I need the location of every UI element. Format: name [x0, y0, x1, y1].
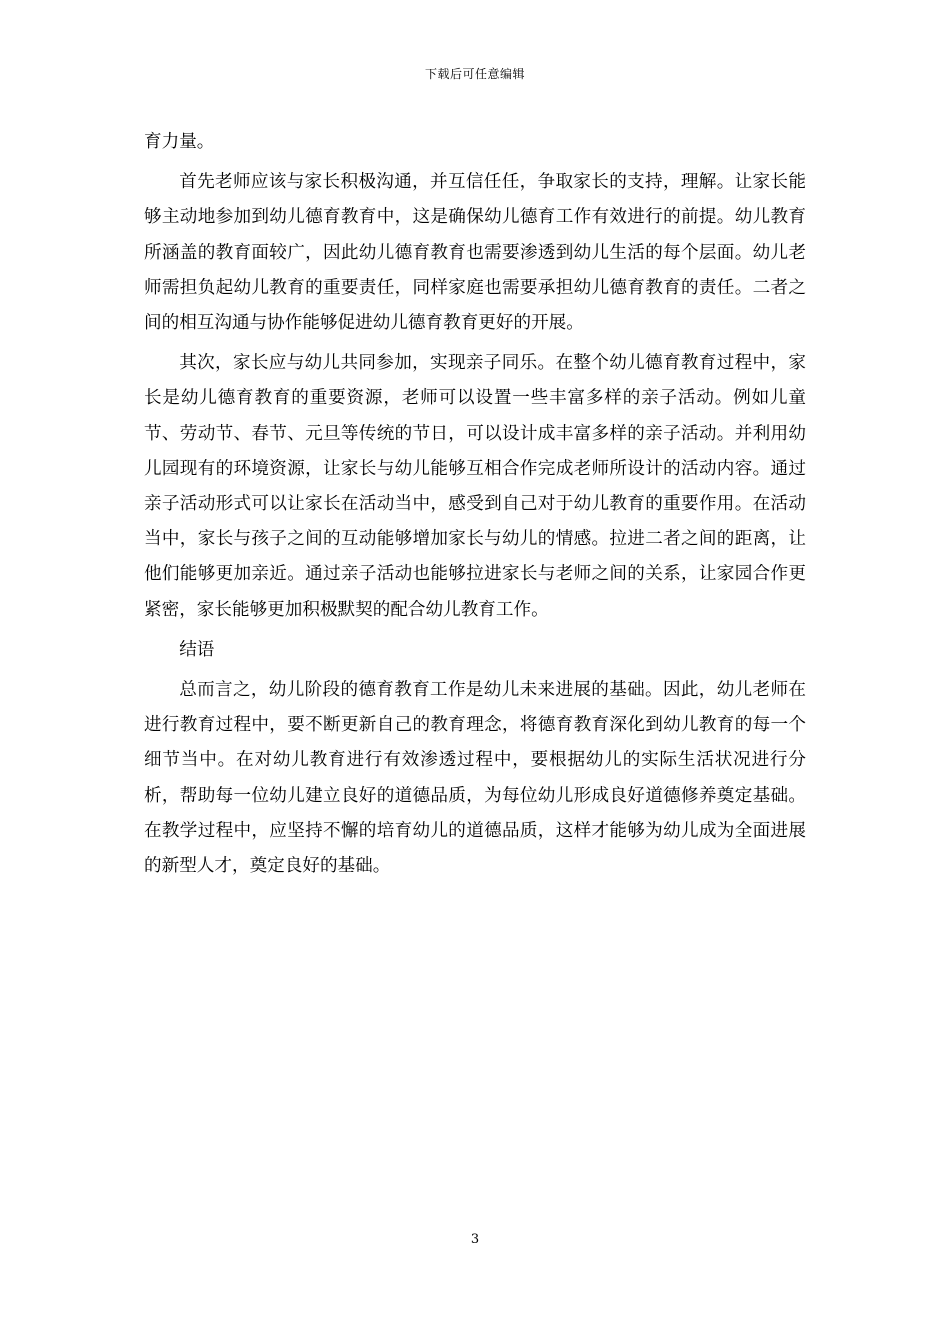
- page-header: 下载后可任意编辑: [424, 67, 525, 81]
- paragraph-continuation: 育力量。: [144, 132, 215, 152]
- document-body: [144, 125, 806, 884]
- paragraph-conclusion: 总而言之，幼儿阶段的德育教育工作是幼儿未来进展的基础。因此，幼儿老师在进行教育过程中，要不断更新自己的教育理念，将德育教育深化到幼儿教育的每一个细节当中。在对幼儿教育进行有效渗透过程中，要根据幼儿的实际生活状况进行分析，帮助每一位幼儿建立良好的道德品质，为每位幼儿形成良好道德修养奠定基础。在教学过程中，应坚持不懈的培育幼儿的道德品质，这样才能够为幼儿成为全面进展的新型人才，奠定良好的基础。: [144, 680, 806, 877]
- section-heading-conclusion: 结语: [179, 639, 215, 660]
- paragraph-teacher-communication: 首先老师应该与家长积极沟通，并互信任任，争取家长的支持，理解。让家长能够主动地参加到幼儿德育教育中，这是确保幼儿德育工作有效进行的前提。幼儿教育所涵盖的教育面较广，因此幼儿德育教育也需要渗透到幼儿生活的每个层面。幼儿老师需担负起幼儿教育的重要责任，同样家庭也需要承担幼儿德育教育的责任。二者之间的相互沟通与协作能够促进幼儿德育教育更好的开展。: [144, 172, 806, 334]
- paragraph-parent-participation: 其次，家长应与幼儿共同参加，实现亲子同乐。在整个幼儿德育教育过程中，家长是幼儿德育教育的重要资源，老师可以设置一些丰富多样的亲子活动。例如儿童节、劳动节、春节、元旦等传统的节日，可以设计成丰富多样的亲子活动。并利用幼儿园现有的环境资源，让家长与幼儿能够互相合作完成老师所设计的活动内容。通过亲子活动形式可以让家长在活动当中，感受到自己对于幼儿教育的重要作用。在活动当中，家长与孩子之间的互动能够增加家长与幼儿的情感。拉进二者之间的距离，让他们能够更加亲近。通过亲子活动也能够拉进家长与老师之间的关系，让家园合作更紧密，家长能够更加积极默契的配合幼儿教育工作。: [144, 353, 806, 620]
- page-number: 3: [470, 1232, 480, 1247]
